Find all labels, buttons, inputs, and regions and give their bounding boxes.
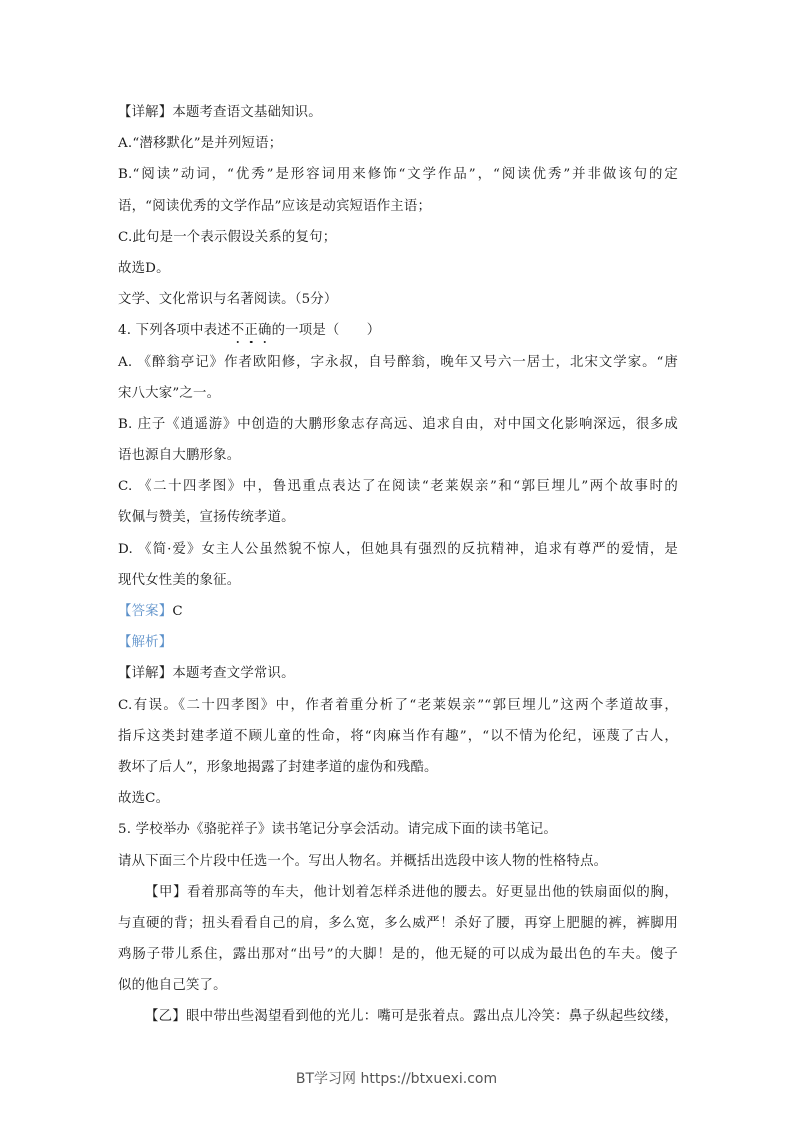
emphasis-char: 不 [230, 323, 245, 339]
explanation-line2: 指斥这类封建孝道不顾儿童的性命，将“肉麻当作有趣”，“以不情为伦纪，诬蔑了古人， [118, 728, 678, 744]
answer-label: 【答案】 [118, 604, 173, 619]
explanation-line3: 教坏了后人”，形象地揭露了封建孝道的虚伪和残酷。 [118, 759, 438, 775]
option-b-line1: B. 庄子《逍遥游》中创造的大鹏形象志存高远、追求自由，对中国文化影响深远，很多成 [118, 416, 678, 432]
analysis-label: 【解析】 [118, 635, 173, 651]
passage-yi-line1: 【乙】眼中带出些渴望看到他的光儿：嘴可是张着点。露出点儿冷笑：鼻子纵起些纹缕， [145, 1009, 678, 1025]
question-4 [118, 318, 678, 349]
emphasis-char: 确 [257, 323, 272, 339]
question-4-suffix: 的一项是（ ） [271, 323, 381, 339]
option-b-analysis-line2: 语，“阅读优秀的文学作品”应该是动宾短语作主语； [118, 198, 432, 214]
option-d-line1: D. 《简·爱》女主人公虽然貌不惊人，但她具有强烈的反抗精神，追求有尊严的爱情，是 [118, 541, 678, 557]
option-c-line2: 钦佩与赞美，宣扬传统孝道。 [118, 510, 295, 526]
emphasis-char: 正 [244, 323, 258, 339]
question-5-instruction: 请从下面三个片段中任选一个。写出人物名。并概括出选段中该人物的性格特点。 [118, 853, 608, 869]
passage-jia-line1: 【甲】看着那高等的车夫，他计划着怎样杀进他的腰去。好更显出他的铁扇面似的胸， [145, 884, 678, 900]
choice-conclusion-2: 故选C。 [118, 791, 170, 807]
question-4-prefix: 4. 下列各项中表述 [118, 323, 231, 339]
option-c-analysis: C.此句是一个表示假设关系的复句； [118, 229, 337, 245]
passage-jia-line2: 与直硬的背；扭头看看自己的肩，多么宽，多么威严！杀好了腰，再穿上肥腿的裤，裤脚用 [118, 915, 678, 931]
site-watermark: BT学习网 https://btxuexi.com [295, 1071, 498, 1087]
explanation-line1: C.有误。《二十四孝图》中，作者着重分析了“老莱娱亲”“郭巨埋儿”这两个孝道故事， [118, 697, 678, 713]
choice-conclusion: 故选D。 [118, 260, 170, 276]
option-a-line1: A. 《醉翁亭记》作者欧阳修，字永叔，自号醉翁，晚年又号六一居士，北宋文学家。“唐 [118, 354, 678, 370]
document-page [118, 100, 678, 1036]
answer-value: C [172, 604, 183, 619]
answer-line [118, 599, 678, 630]
option-c-line1: C. 《二十四孝图》中，鲁迅重点表达了在阅读“老莱娱亲”和“郭巨埋儿”两个故事时的 [118, 479, 678, 495]
detail-heading-2: 【详解】本题考查文学常识。 [118, 666, 295, 682]
option-d-line2: 现代女性美的象征。 [118, 572, 241, 588]
option-b-analysis-line1: B.“阅读”动词，“优秀”是形容词用来修饰“文学作品”，“阅读优秀”并非做该句的定 [118, 167, 678, 183]
option-a-line2: 宋八大家”之一。 [118, 385, 221, 401]
option-a-analysis: A.“潜移默化”是并列短语； [118, 136, 283, 152]
passage-jia-line4: 似的他自己笑了。 [118, 978, 227, 994]
option-b-line2: 语也源自大鹏形象。 [118, 448, 241, 464]
section-heading: 文学、文化常识与名著阅读。（5分） [118, 292, 338, 308]
question-5: 5. 学校举办《骆驼祥子》读书笔记分享会活动。请完成下面的读书笔记。 [118, 822, 557, 838]
passage-jia-line3: 鸡肠子带儿系住，露出那对“出号”的大脚！是的，他无疑的可以成为最出色的车夫。傻子 [118, 947, 678, 963]
detail-heading: 【详解】本题考查语文基础知识。 [118, 105, 322, 120]
